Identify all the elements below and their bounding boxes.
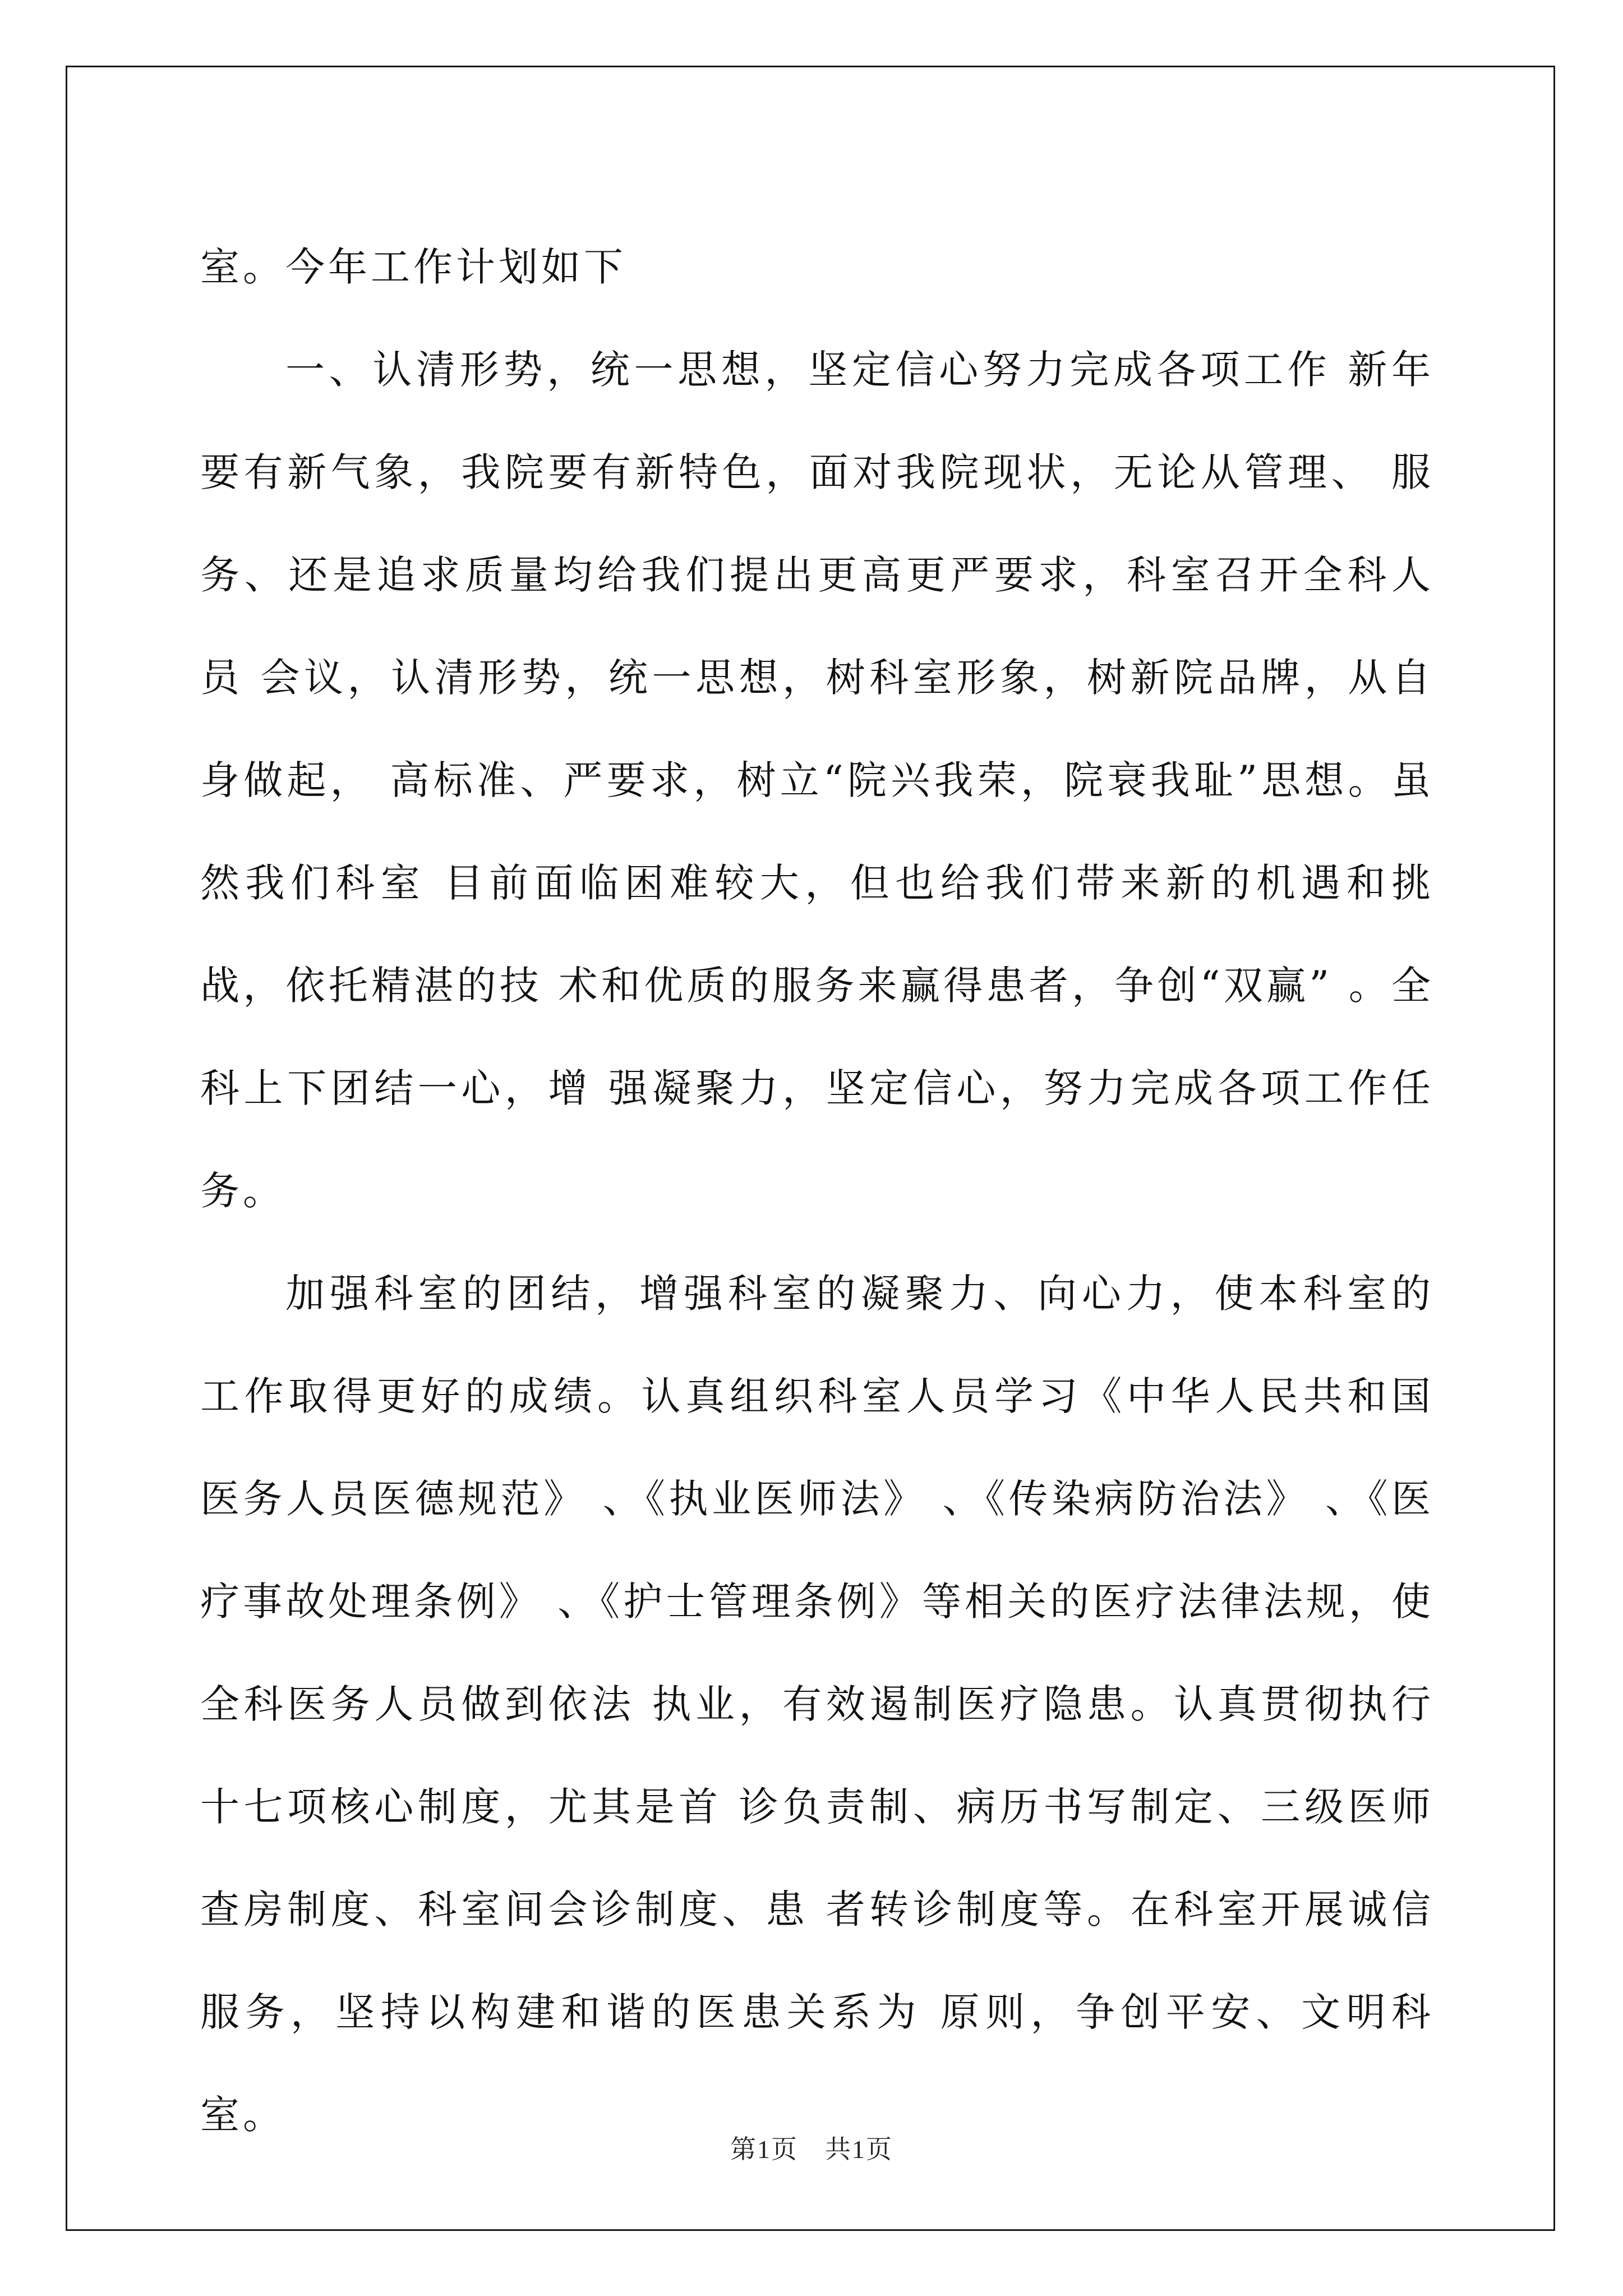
document-body bbox=[200, 216, 1434, 2166]
paragraph-2: 一、认清形势，统一思想，坚定信心努力完成各项工作 新年要有新气象，我院要有新特色，面对我院现状，无论从管理、 服务、还是追求质量均给我们提出更高更严要求，科室召开全科人员 会议，认清形势，统一思想，树科室形象，树新院品牌，从自身做起， 高标准、严要求，树立“院兴我荣，院衰我耻”思想。虽然我们科室 目前面临困难较大，但也给我们带来新的机遇和挑战，依托精湛的技 术和优质的服务来赢得患者，争创“双赢” 。全科上下团结一心，增 强凝聚力，坚定信心，努力完成各项工作任务。 bbox=[200, 347, 1434, 1214]
paragraph-3: 加强科室的团结，增强科室的凝聚力、向心力，使本科室的工作取得更好的成绩。认真组织科室人员学习《中华人民共和国医务人员医德规范》 、《执业医师法》 、《传染病防治法》 、《医疗事故处理条例》 、《护士管理条例》等相关的医疗法律法规，使全科医务人员做到依法 执业，有效遏制医疗隐患。认真贯彻执行十七项核心制度，尤其是首 诊负责制、病历书写制定、三级医师查房制度、科室间会诊制度、患 者转诊制度等。在科室开展诚信服务，坚持以构建和谐的医患关系为 原则，争创平安、文明科室。 bbox=[200, 1271, 1434, 2138]
page-number-footer: 第1页 共1页 bbox=[730, 2135, 893, 2164]
paragraph-1: 室。今年工作计划如下 bbox=[200, 244, 626, 290]
